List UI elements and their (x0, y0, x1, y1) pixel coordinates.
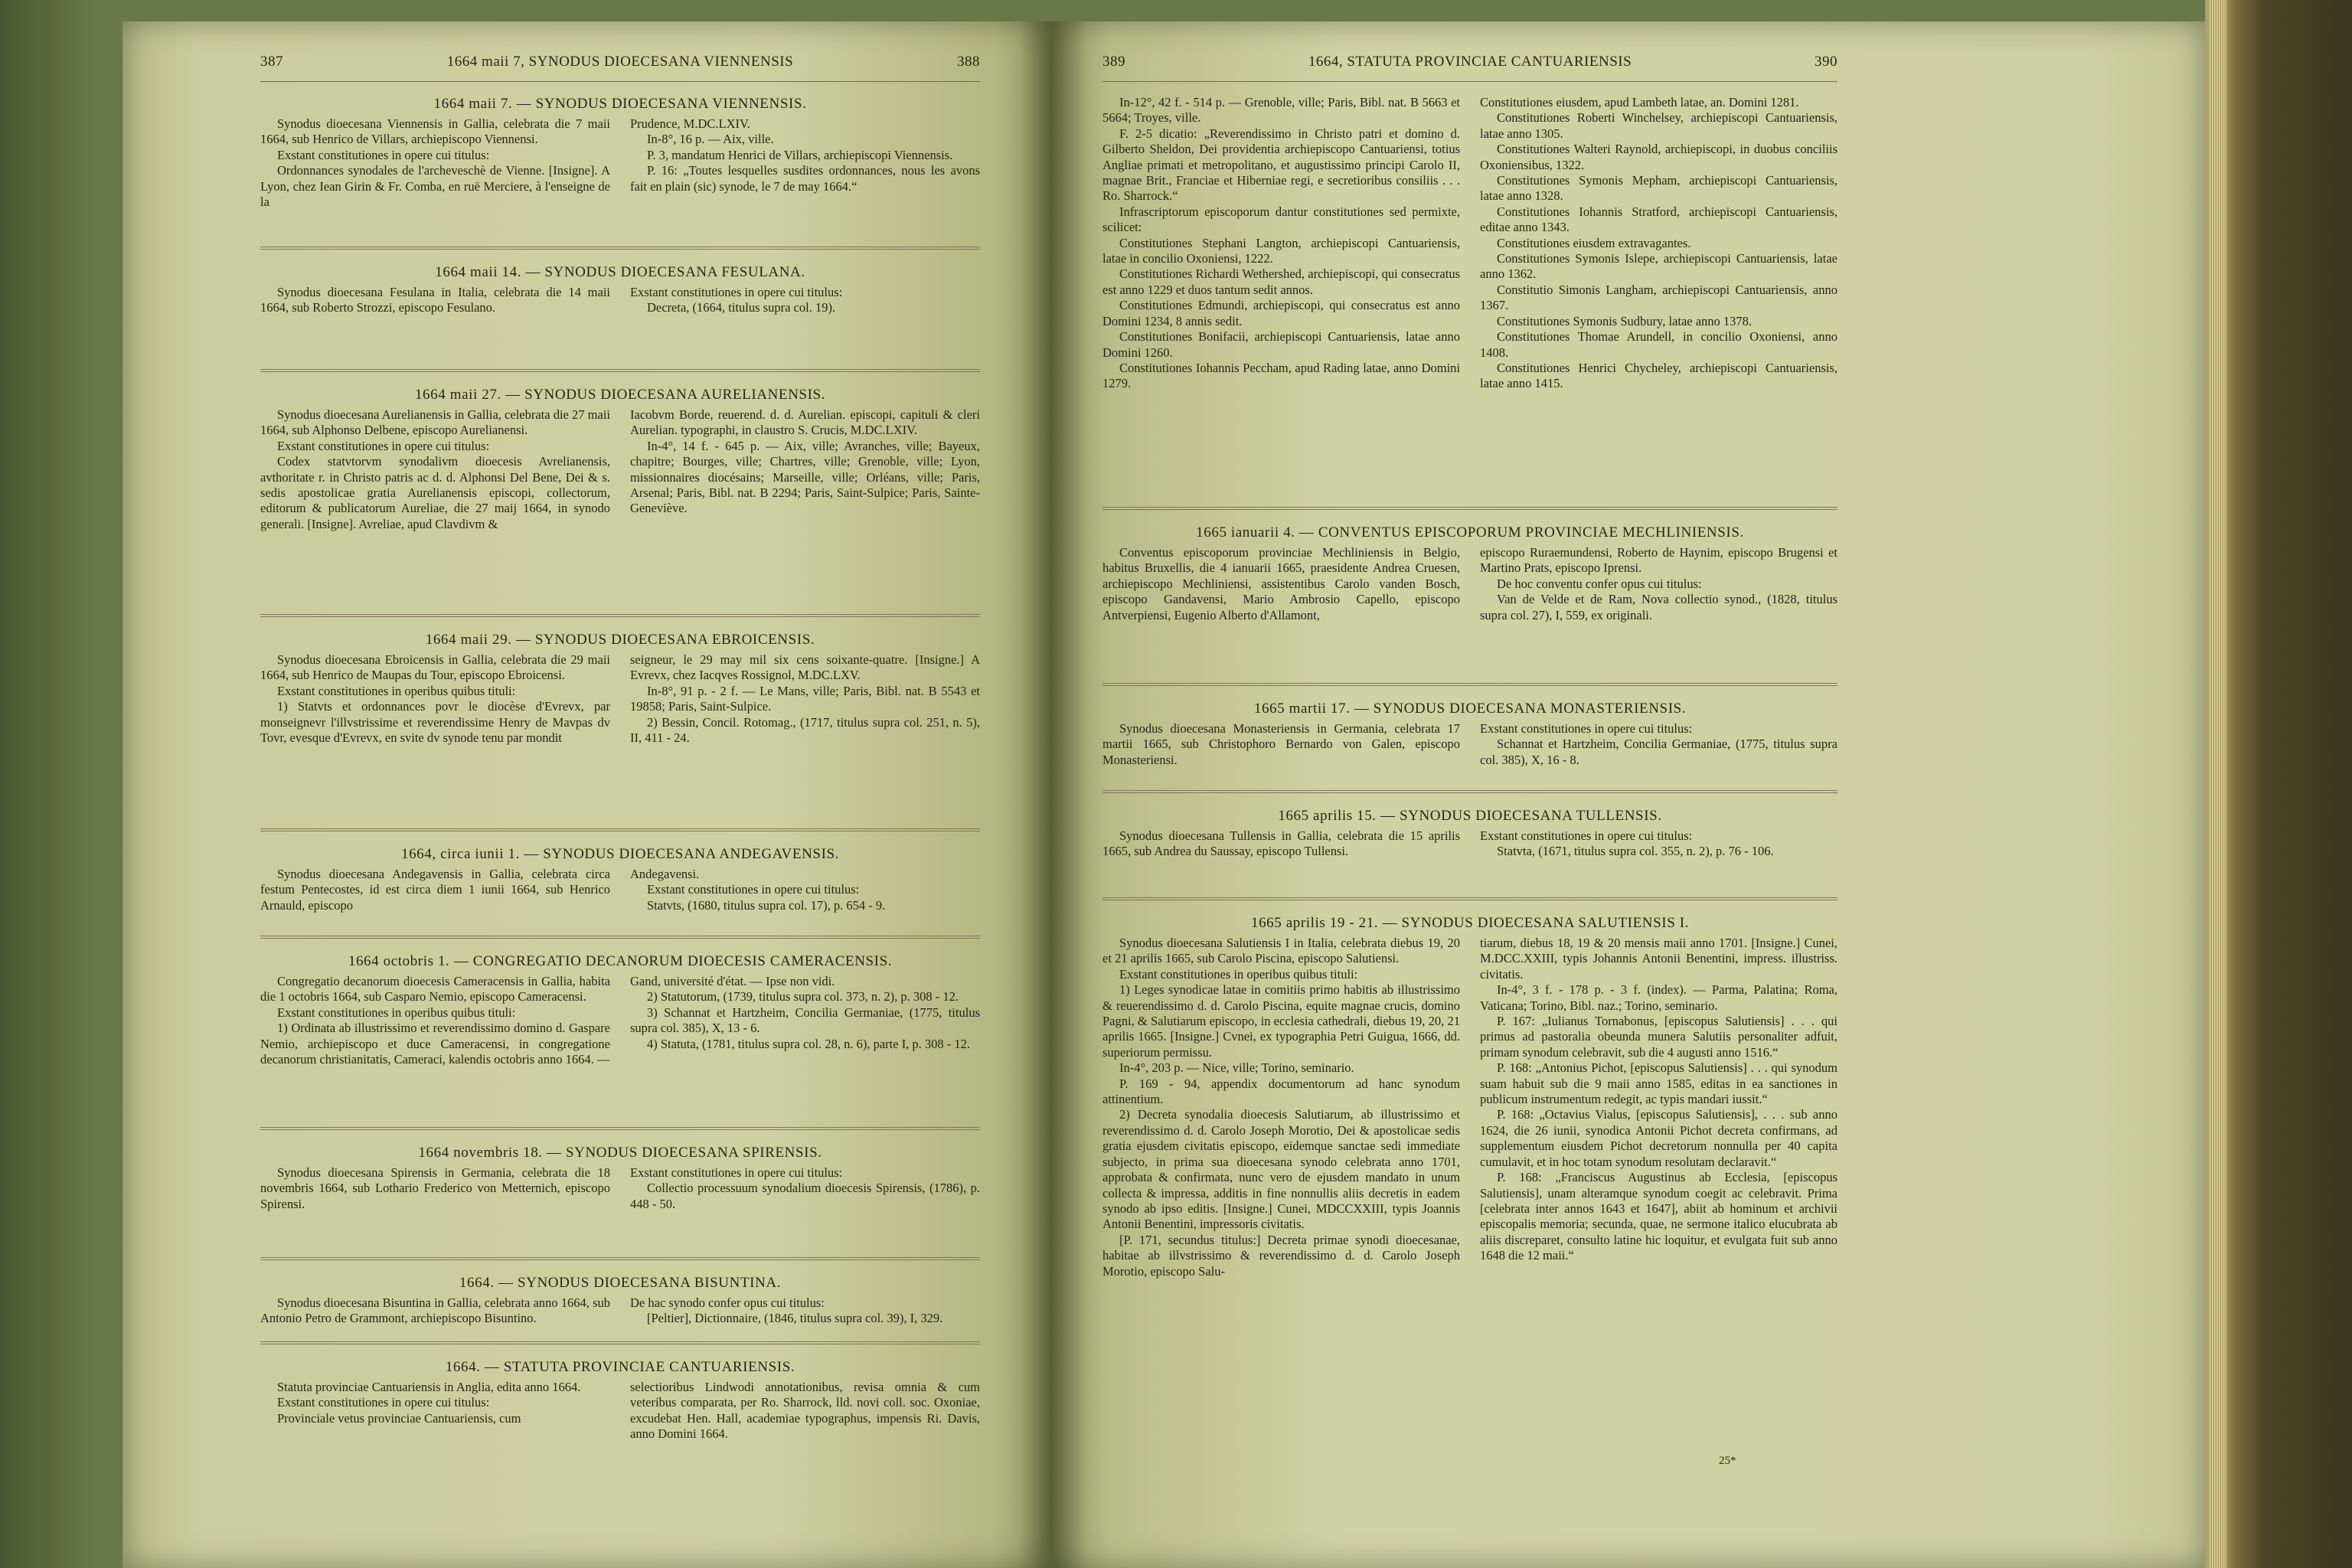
paragraph: Exstant constitutiones in opere cui titulus: (277, 1395, 490, 1410)
paragraph: Iacobvm Borde, reuerend. d. d. Aurelian. episcopi, capituli & cleri Aurelian. typographi, in claustro S. Crucis, M.DC.LXIV. (630, 407, 980, 438)
section-divider (260, 1257, 980, 1260)
document-entry (260, 1144, 980, 1212)
paragraph: Exstant constitutiones in opere cui titulus: (1480, 828, 1693, 843)
paragraph: 1) Statvts et ordonnances povr le diocèse d'Evrevx, par monseignevr l'illvstrissime et reverendissime Henry de Mavpas dv Tovr, evesque d'Evrevx, en svite dv synode tenu par mondit (260, 699, 610, 746)
text-column (1102, 936, 1460, 1279)
right-page-body (1102, 95, 1838, 1550)
paragraph: 2) Decreta synodalia dioecesis Salutiarum, ab illustrissimo et reverendissimo d. d. Carolo Joseph Morotio, Dei & apostolicae sedis gratia ejusdem civitatis episcopo, eidemque sanctae sedi immediate subjecto, in prima sua dioecesana synodo celebrata anno 1701, approbata & confirmata, nunc vero de ejusdem mandato in unum collecta & impressa, additis in fine nonnullis aliis decretis in eadem synodo ab ipso editis. [Insigne.] Cunei, MDCCXXIII, typis Joannis Antonii Benentini, impressoris civitatis. (1102, 1107, 1460, 1232)
paragraph: Statvts, (1680, titulus supra col. 17), p. 654 - 9. (647, 897, 886, 913)
text-column (1102, 545, 1460, 623)
text-column (630, 116, 980, 210)
document-entry (260, 1274, 980, 1327)
entry-title: 1664, circa iunii 1. — SYNODUS DIOECESANA ANDEGAVENSIS. (400, 846, 840, 862)
section-divider (260, 936, 980, 939)
paragraph: Statvta, (1671, titulus supra col. 355, n. 2), p. 76 - 106. (1497, 844, 1774, 859)
document-entry (260, 631, 980, 746)
paragraph: Exstant constitutiones in operibus quibus tituli: (277, 683, 516, 698)
document-entry (1102, 95, 1838, 392)
text-column (260, 867, 610, 913)
section-divider (260, 1127, 980, 1130)
entry-title: 1664 octobris 1. — CONGREGATIO DECANORUM DIOECESIS CAMERACENSIS. (348, 953, 893, 969)
paragraph: Synodus dioecesana Spirensis in Germania, celebrata die 18 novembris 1664, sub Lothario Frederico von Metternich, episcopo Spirensi. (260, 1165, 610, 1211)
paragraph: Exstant constitutiones in opere cui titulus: (1480, 721, 1693, 736)
paragraph: Schannat et Hartzheim, Concilia Germaniae, (1775, titulus supra col. 385), X, 16 - 8. (1480, 737, 1838, 767)
paragraph: In-8°, 16 p. — Aix, ville. (647, 132, 774, 147)
paragraph: 2) Bessin, Concil. Rotomag., (1717, titulus supra col. 251, n. 5), II, 411 - 24. (630, 714, 980, 746)
entry-columns (260, 285, 980, 316)
paragraph: Constitutiones Bonifacii, archiepiscopi Cantuariensis, latae anno Domini 1260. (1102, 329, 1460, 360)
document-entry (260, 386, 980, 532)
entry-columns (1102, 721, 1838, 768)
left-running-head (260, 54, 980, 82)
text-column (1480, 936, 1838, 1279)
entry-columns (260, 1165, 980, 1212)
document-entry (1102, 914, 1838, 1279)
text-column (260, 974, 610, 1067)
section-divider (260, 369, 980, 372)
paragraph: [Peltier], Dictionnaire, (1846, titulus supra col. 39), I, 329. (647, 1311, 943, 1326)
paragraph: Constitutiones Symonis Mepham, archiepiscopi Cantuariensis, latae anno 1328. (1480, 173, 1838, 204)
paragraph: Exstant constitutiones in opere cui titulus: (277, 147, 490, 162)
section-divider (260, 828, 980, 831)
text-column (1480, 95, 1838, 392)
entry-columns (260, 867, 980, 913)
left-page-body (260, 95, 980, 1550)
section-divider (260, 1341, 980, 1344)
paragraph: Decreta, (1664, titulus supra col. 19). (647, 300, 836, 315)
document-entry (260, 952, 980, 1067)
section-divider (260, 614, 980, 617)
paragraph: Synodus dioecesana Fesulana in Italia, celebrata die 14 maii 1664, sub Roberto Strozzi, episcopo Fesulano. (260, 285, 610, 315)
section-divider (1102, 897, 1838, 900)
paragraph: Van de Velde et de Ram, Nova collectio synod., (1828, titulus supra col. 27), I, 559, ex originali. (1480, 592, 1838, 622)
text-column (630, 974, 980, 1067)
paragraph: tiarum, diebus 18, 19 & 20 mensis maii anno 1701. [Insigne.] Cunei, M.DCC.XXIII, typis Johannis Antonii Benentini, impress. illustriss. civitatis. (1480, 936, 1838, 982)
entry-columns (1102, 95, 1838, 392)
text-column (1480, 721, 1838, 768)
paragraph: P. 3, mandatum Henrici de Villars, archiepiscopi Viennensis. (647, 147, 953, 162)
paragraph: P. 168: „Antonius Pichot, [episcopus Salutiensis] . . . qui synodum suam habuit sub die 9 maii anno 1585, editas in ea sanctiones in publicum instrumentum redegit, ac typis mandari iussit.“ (1480, 1060, 1838, 1107)
paragraph: In-12°, 42 f. - 514 p. — Grenoble, ville; Paris, Bibl. nat. B 5663 et 5664; Troyes, ville. (1102, 95, 1460, 126)
entry-columns (260, 116, 980, 210)
text-column (630, 867, 980, 913)
paragraph: Infrascriptorum episcoporum dantur constitutiones sed permixte, scilicet: (1102, 204, 1460, 235)
paragraph: Constitutiones Iohannis Stratford, archiepiscopi Cantuariensis, editae anno 1343. (1480, 204, 1838, 235)
running-title: 1664, STATUTA PROVINCIAE CANTUARIENSIS (1308, 54, 1632, 70)
book-gutter (1018, 21, 1087, 1568)
text-column (260, 285, 610, 316)
paragraph: Constitutiones Symonis Islepe, archiepiscopi Cantuariensis, latae anno 1362. (1480, 251, 1838, 282)
text-column (260, 407, 610, 532)
paragraph: P. 169 - 94, appendix documentorum ad hanc synodum attinentium. (1102, 1076, 1460, 1107)
paragraph: 2) Statutorum, (1739, titulus supra col. 373, n. 2), p. 308 - 12. (647, 989, 959, 1004)
entry-title: 1664. — STATUTA PROVINCIAE CANTUARIENSIS. (445, 1359, 795, 1375)
entry-columns (260, 1295, 980, 1327)
entry-title: 1664 maii 14. — SYNODUS DIOECESANA FESULANA. (435, 264, 805, 280)
paragraph: P. 16: „Toutes lesquelles susdites ordonnances, nous les avons fait en plain (sic) synode, le 7 de may 1664.“ (630, 163, 980, 194)
document-entry (1102, 807, 1838, 860)
entry-title: 1664. — SYNODUS DIOECESANA BISUNTINA. (459, 1275, 782, 1291)
text-column (260, 1165, 610, 1212)
paragraph: Synodus dioecesana Ebroicensis in Gallia, celebrata die 29 maii 1664, sub Henrico de Maupas du Tour, episcopo Ebroicensi. (260, 652, 610, 683)
paragraph: P. 168: „Octavius Vialus, [episcopus Salutiensis], . . . sub anno 1624, die 26 iunii, synodica Antonii Pichot decreta confirmans, ad supplementum eiusdem Pichot decretorum nonnulla per 40 capita cumulavit, et in hoc totam synodum resolutam declaravit.“ (1480, 1107, 1838, 1169)
paragraph: Constitutiones Richardi Wethershed, archiepiscopi, qui consecratus est anno 1229 et duos tantum sedit annos. (1102, 266, 1460, 297)
paragraph: In-4°, 3 f. - 178 p. - 3 f. (index). — Parma, Palatina; Roma, Vaticana; Torino, Bibl. naz.; Torino, seminario. (1480, 982, 1838, 1013)
paragraph: P. 167: „Iulianus Tornabonus, [episcopus Salutiensis] . . . qui primus ad pastoralia obeunda munera Salutiis personaliter adfuit, primam synodum celebravit, sub die 4 augusti anno 1516.“ (1480, 1014, 1838, 1060)
paragraph: De hac synodo confer opus cui titulus: (630, 1295, 825, 1310)
paragraph: Synodus dioecesana Aurelianensis in Gallia, celebrata die 27 maii 1664, sub Alphonso Delbene, episcopo Aurelianensi. (260, 407, 610, 438)
entry-columns (260, 652, 980, 746)
paragraph: Exstant constitutiones in operibus quibus tituli: (1119, 966, 1358, 982)
paragraph: Exstant constitutiones in opere cui titulus: (630, 1165, 843, 1180)
text-column (630, 285, 980, 316)
text-column (260, 1295, 610, 1327)
paragraph: Prudence, M.DC.LXIV. (630, 116, 750, 131)
paragraph: Provinciale vetus provinciae Cantuariensis, cum (277, 1410, 521, 1426)
section-divider (1102, 790, 1838, 793)
page-number: 388 (957, 54, 980, 70)
paragraph: 1) Ordinata ab illustrissimo et reverendissimo domino d. Gaspare Nemio, archiepiscopo et duce Cameracensi, in congregatione decanorum christianitatis, Cameraci, kalendis octobris anno 1664. — (260, 1021, 610, 1067)
document-entry (260, 263, 980, 316)
paragraph: Statuta provinciae Cantuariensis in Anglia, edita anno 1664. (277, 1380, 581, 1394)
paragraph: Synodus dioecesana Salutiensis I in Italia, celebrata diebus 19, 20 et 21 aprilis 1665, sub Carolo Piscina, episcopo Salutiensi. (1102, 936, 1460, 966)
entry-title: 1664 maii 27. — SYNODUS DIOECESANA AURELIANENSIS. (414, 387, 826, 403)
entry-columns (260, 974, 980, 1067)
paragraph: Congregatio decanorum dioecesis Cameracensis in Gallia, habita die 1 octobris 1664, sub Casparo Nemio, episcopo Cameracensi. (260, 974, 610, 1004)
paragraph: In-4°, 14 f. - 645 p. — Aix, ville; Avranches, ville; Bayeux, chapitre; Bourges, ville; Chartres, ville; Grenoble, ville; Lyon, missionnaires diocésains; Marseille, ville; Orléans, ville; Paris, Arsenal; Paris, Bibl. nat. B 2294; Paris, Saint-Sulpice; Paris, Sainte-Geneviève. (630, 438, 980, 516)
paragraph: Constitutiones Walteri Raynold, archiepiscopi, in duobus conciliis Oxoniensibus, 1322. (1480, 142, 1838, 172)
document-entry (260, 1358, 980, 1442)
paragraph: In-8°, 91 p. - 2 f. — Le Mans, ville; Paris, Bibl. nat. B 5543 et 19858; Paris, Saint-Sulpice. (630, 683, 980, 714)
section-divider (1102, 507, 1838, 510)
paragraph: Constitutio Simonis Langham, archiepiscopi Cantuariensis, anno 1367. (1480, 282, 1838, 313)
text-column (630, 652, 980, 746)
paragraph: selectioribus Lindwodi annotationibus, revisa omnia & cum veteribus comparata, per Ro. Sharrock, lld. novi coll. soc. Oxoniae, excudebat Hen. Hall, academiae typographus, impensis Ri. Davis, anno Domini 1664. (630, 1380, 980, 1442)
document-entry (1102, 700, 1838, 768)
page-number: 390 (1815, 54, 1838, 70)
paragraph: De hoc conventu confer opus cui titulus: (1497, 576, 1702, 591)
entry-title: 1664 novembris 18. — SYNODUS DIOECESANA SPIRENSIS. (418, 1145, 822, 1161)
text-column (630, 407, 980, 532)
text-column (1480, 828, 1838, 860)
document-entry (260, 95, 980, 210)
paragraph: 1) Leges synodicae latae in comitiis primo habitis ab illustrissimo & reuerendissimo d. d. Carolo Piscina, equite magnae crucis, domino Pagni, & Salutiarum episcopo, in ecclesia cathedrali, diebus 19, 20, 21 aprilis 1665. [Insigne.] Cvnei, ex typographia Petri Guigua, 1666, dd. superiorum permissu. (1102, 982, 1460, 1060)
text-column (1480, 545, 1838, 623)
page-number: 387 (260, 54, 283, 70)
paragraph: Collectio processuum synodalium dioecesis Spirensis, (1786), p. 448 - 50. (630, 1181, 980, 1211)
page-number: 389 (1102, 54, 1125, 70)
text-column (630, 1380, 980, 1442)
paragraph: Gand, université d'état. — Ipse non vidi. (630, 974, 835, 988)
paragraph: Exstant constitutiones in opere cui titulus: (630, 285, 843, 299)
entry-title: 1665 martii 17. — SYNODUS DIOECESANA MONASTERIENSIS. (1253, 701, 1687, 717)
paragraph: Synodus dioecesana Tullensis in Gallia, celebrata die 15 aprilis 1665, sub Andrea du Saussay, episcopo Tullensi. (1102, 828, 1460, 859)
entry-columns (260, 407, 980, 532)
text-column (260, 116, 610, 210)
paragraph: 4) Statuta, (1781, titulus supra col. 28, n. 6), parte I, p. 308 - 12. (647, 1036, 971, 1051)
paragraph: Synodus dioecesana Viennensis in Gallia, celebrata die 7 maii 1664, sub Henrico de Villars, archiepiscopo Viennensi. (260, 116, 610, 147)
paragraph: Constitutiones Iohannis Peccham, apud Rading latae, anno Domini 1279. (1102, 360, 1460, 391)
entry-columns (260, 1380, 980, 1442)
entry-title: 1665 aprilis 19 - 21. — SYNODUS DIOECESANA SALUTIENSIS I. (1250, 915, 1689, 931)
entry-columns (1102, 828, 1838, 860)
paragraph: In-4°, 203 p. — Nice, ville; Torino, seminario. (1119, 1060, 1354, 1076)
text-column (260, 1380, 610, 1442)
text-column (1102, 828, 1460, 860)
paragraph: Constitutiones Edmundi, archiepiscopi, qui consecratus est anno Domini 1234, 8 annis sedit. (1102, 298, 1460, 328)
section-divider (260, 247, 980, 250)
paragraph: Synodus dioecesana Monasteriensis in Germania, celebrata 17 martii 1665, sub Christophoro Bernardo von Galen, episcopo Monasteriensi. (1102, 721, 1460, 767)
text-column (630, 1165, 980, 1212)
paragraph: 3) Schannat et Hartzheim, Concilia Germaniae, (1775, titulus supra col. 385), X, 13 - 6. (630, 1004, 980, 1036)
paragraph: F. 2-5 dicatio: „Reverendissimo in Christo patri et domino d. Gilberto Sheldon, Dei providentia archiepiscopo Cantuariensi, totius Angliae primati et metropolitano, et augustissimo principi Carolo II, magnae Brit., Franciae et Hiberniae regi, e secretioribus consiliis . . . Ro. Sharrock.“ (1102, 126, 1460, 204)
right-running-head (1102, 54, 1838, 82)
document-entry (1102, 524, 1838, 623)
entry-columns (1102, 545, 1838, 623)
paragraph: Constitutiones eiusdem, apud Lambeth latae, an. Domini 1281. (1480, 95, 1799, 109)
text-column (630, 1295, 980, 1327)
paragraph: episcopo Ruraemundensi, Roberto de Haynim, episcopo Brugensi et Martino Prats, episcopo Iprensi. (1480, 545, 1838, 576)
entry-title: 1664 maii 7. — SYNODUS DIOECESANA VIENNENSIS. (433, 96, 807, 112)
entry-columns (1102, 936, 1838, 1279)
paragraph: P. 168: „Franciscus Augustinus ab Ecclesia, [episcopus Salutiensis], unam alteramque synodum coegit ac celebravit. Prima [celebrata inter annos 1643 et 1647], abiit ab hominum et archivii episcopalis memoria; secunda, quae, ne sermone italico elucubrata ab aliis discreparet, consulto latine hic loquitur, et evulgata fuit sub anno 1648 die 12 maii.“ (1480, 1170, 1838, 1263)
page-edges (2210, 0, 2226, 1568)
entry-title: 1665 aprilis 15. — SYNODUS DIOECESANA TULLENSIS. (1278, 808, 1662, 824)
text-column (1102, 721, 1460, 768)
signature-mark: 25* (1719, 1455, 1736, 1467)
paragraph: [P. 171, secundus titulus:] Decreta primae synodi dioecesanae, habitae ab illvstrissimo & reverendissimo d. d. Carolo Joseph Morotio, episcopo Salu- (1102, 1232, 1460, 1279)
paragraph: Constitutiones Henrici Chycheley, archiepiscopi Cantuariensis, latae anno 1415. (1480, 360, 1838, 391)
paragraph: Synodus dioecesana Bisuntina in Gallia, celebrata anno 1664, sub Antonio Petro de Grammont, archiepiscopo Bisuntino. (260, 1295, 610, 1326)
paragraph: Codex statvtorvm synodalivm dioecesis Avrelianensis, avthoritate r. in Christo patris ac d. d. Alphonsi Del Bene, Dei & s. sedis apostolicae gratia Aurelianensis episcopi, collectorum, editorum & publicatorum Aureliae, die 27 maij 1664, in synodo generali. [Insigne]. Avreliae, apud Clavdivm & (260, 454, 610, 531)
entry-title: 1665 ianuarii 4. — CONVENTUS EPISCOPORUM PROVINCIAE MECHLINIENSIS. (1196, 524, 1744, 541)
section-divider (1102, 683, 1838, 686)
paragraph: Constitutiones Stephani Langton, archiepiscopi Cantuariensis, latae in concilio Oxoniensi, 1222. (1102, 235, 1460, 266)
paragraph: Exstant constitutiones in opere cui titulus: (647, 882, 860, 897)
document-entry (260, 845, 980, 913)
text-column (1102, 95, 1460, 392)
paragraph: Constitutiones Thomae Arundell, in concilio Oxoniensi, anno 1408. (1480, 329, 1838, 360)
paragraph: Exstant constitutiones in opere cui titulus: (277, 438, 490, 453)
paragraph: Constitutiones eiusdem extravagantes. (1497, 235, 1691, 250)
paragraph: Constitutiones Symonis Sudbury, latae anno 1378. (1497, 313, 1753, 328)
paragraph: Synodus dioecesana Andegavensis in Gallia, celebrata circa festum Pentecostes, id est circa diem 1 iunii 1664, sub Henrico Arnauld, episcopo (260, 867, 610, 913)
paragraph: Constitutiones Roberti Winchelsey, archiepiscopi Cantuariensis, latae anno 1305. (1480, 110, 1838, 141)
book-edge (2205, 0, 2352, 1568)
paragraph: seigneur, le 29 may mil six cens soixante-quatre. [Insigne.] A Evrevx, chez Iacqves Rossignol, M.DC.LXV. (630, 652, 980, 683)
paragraph: Exstant constitutiones in operibus quibus tituli: (277, 1004, 516, 1020)
entry-title: 1664 maii 29. — SYNODUS DIOECESANA EBROICENSIS. (425, 632, 815, 648)
paragraph: Ordonnances synodales de l'archeveschè de Vienne. [Insigne]. A Lyon, chez Iean Girin & Fr. Comba, en ruë Merciere, à l'enseigne de la (260, 163, 610, 210)
text-column (260, 652, 610, 746)
paragraph: Andegavensi. (630, 867, 700, 881)
running-title: 1664 maii 7, SYNODUS DIOECESANA VIENNENSIS (446, 54, 794, 70)
paragraph: Conventus episcoporum provinciae Mechliniensis in Belgio, habitus Bruxellis, die 4 ianuarii 1665, praesidente Andrea Cruesen, archiepiscopo Mechliniensi, assistentibus Carolo vanden Bosch, episcopo Gandavensi, Mario Ambrosio Capello, episcopo Antverpiensi, Eugenio Alberto d'Allamont, (1102, 545, 1460, 622)
